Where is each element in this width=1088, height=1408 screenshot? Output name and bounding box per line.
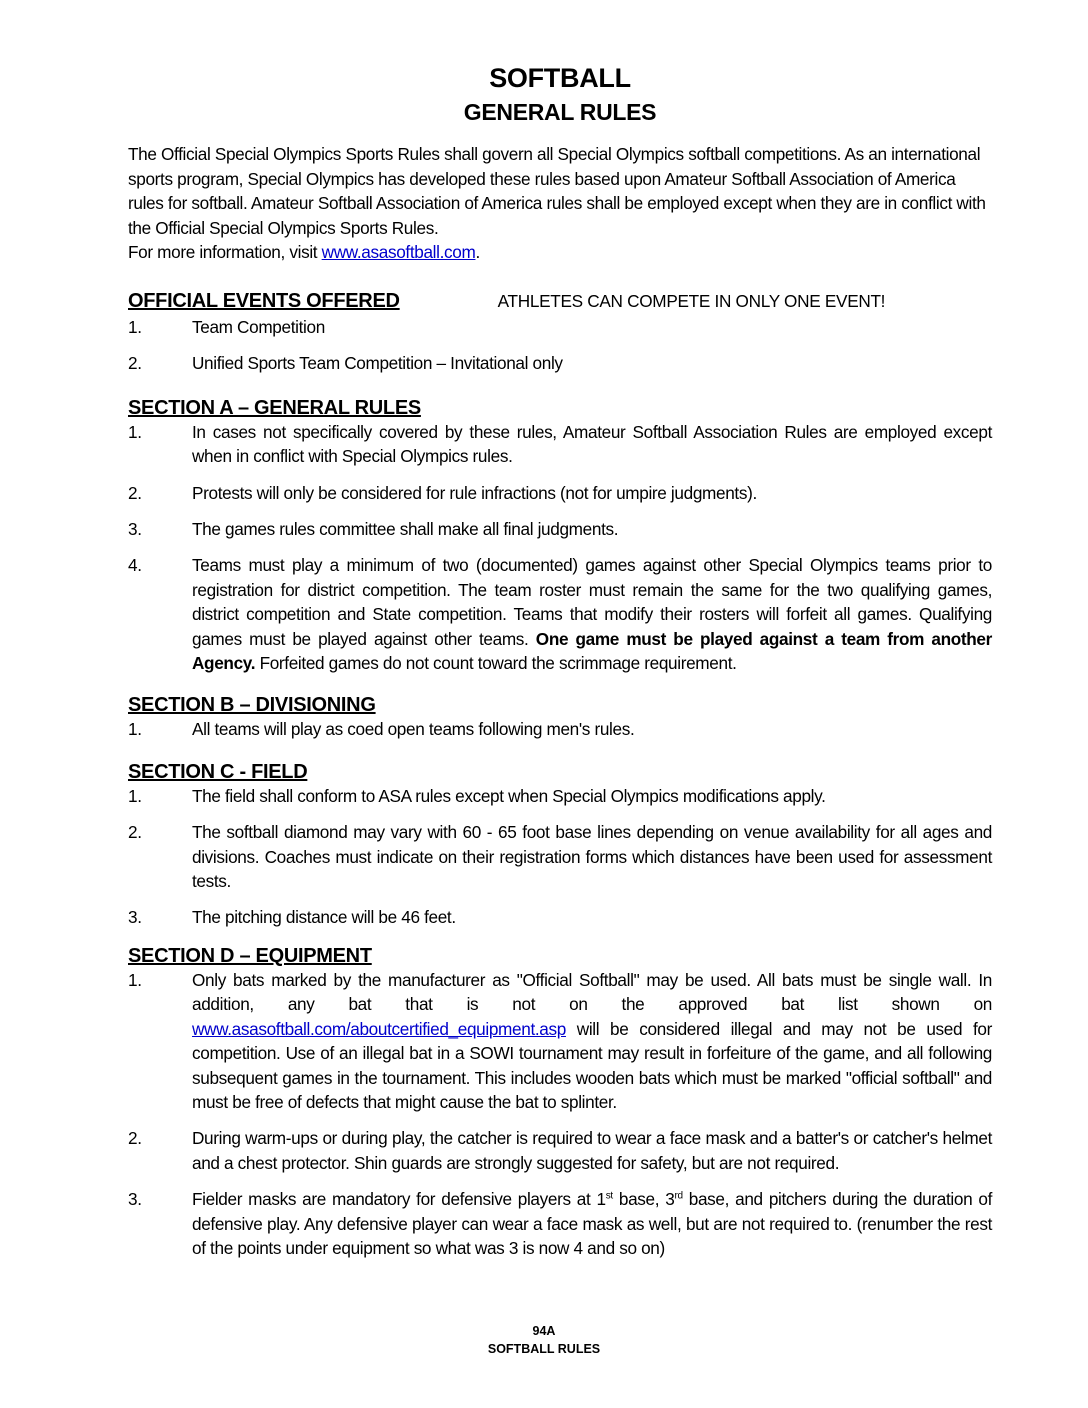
events-list — [128, 315, 992, 376]
page-number: 94A — [532, 1324, 556, 1338]
item-text: All teams will play as coed open teams following men's rules. — [192, 719, 635, 740]
item-text-part: Only bats marked by the manufacturer as "Official Softball" may be used. All bats must be single wall. In addition, any bat that is not on the approved bat list shown on — [192, 969, 992, 1015]
item-number: 2. — [128, 482, 142, 503]
list-item — [128, 517, 992, 541]
footer-label: SOFTBALL RULES — [487, 1342, 601, 1356]
item-text: During warm-ups or during play, the catcher is required to wear a face mask and a batter's or catcher's helmet and a chest protector. Shin guards are strongly suggested for safety, but are not required. — [192, 1128, 992, 1173]
item-text: Unified Sports Team Competition – Invitational only — [192, 353, 563, 374]
item-number: 1. — [128, 969, 142, 990]
item-text: In cases not specifically covered by these rules, Amateur Softball Association Rules are employed except when in conflict with Special Olympics rules. — [192, 421, 992, 467]
document-page — [128, 62, 992, 1260]
list-item — [128, 553, 992, 675]
item-text-part: base, 3 — [612, 1189, 675, 1210]
page-subtitle: GENERAL RULES — [463, 99, 657, 125]
list-item — [128, 968, 992, 1114]
list-item — [128, 717, 992, 741]
item-number: 1. — [128, 316, 142, 337]
events-header-row — [128, 289, 992, 313]
item-number: 3. — [128, 907, 142, 928]
item-text: Team Competition — [192, 316, 325, 337]
item-text: The field shall conform to ASA rules except when Special Olympics modifications apply. — [192, 785, 826, 806]
item-text: The pitching distance will be 46 feet. — [192, 907, 456, 928]
events-note: ATHLETES CAN COMPETE IN ONLY ONE EVENT! — [497, 290, 886, 311]
page-footer — [0, 1322, 1088, 1358]
ordinal-suffix: st — [605, 1190, 613, 1202]
item-number: 3. — [128, 519, 142, 539]
item-number: 1. — [128, 719, 142, 740]
list-item — [128, 351, 992, 375]
section-b — [128, 693, 992, 741]
page-title: SOFTBALL — [489, 63, 631, 93]
list-item — [128, 784, 992, 808]
item-text — [192, 968, 992, 1114]
list-item — [128, 905, 992, 929]
section-a-heading: SECTION A – GENERAL RULES — [128, 396, 421, 419]
intro-text: The Official Special Olympics Sports Rules shall govern all Special Olympics softball competitions. As an international sports program, Special Olympics has developed these rules based upon Amateur Softball Association of America rules for softball. Amateur Softball Association of America rules shall be employed except when they are in conflict with the Official Special Olympics Sports Rules. — [128, 144, 986, 238]
certified-equipment-link[interactable]: www.asasoftball.com/aboutcertified_equipment.asp — [192, 1018, 566, 1039]
item-number: 1. — [128, 785, 142, 806]
item-text-part: Teams must play a minimum of two (documented) games against other Special Olympics teams prior to registration for district competition. The team roster must remain the same for the two qualifying games, district competition and State competition. Teams that modify their rosters will forfeit all games. Qualifying games must be played against other teams. — [192, 555, 992, 649]
list-item — [128, 1126, 992, 1175]
section-b-list — [128, 717, 992, 741]
item-number: 2. — [128, 1128, 142, 1149]
section-c — [128, 760, 992, 930]
item-number: 4. — [128, 555, 142, 576]
item-number: 3. — [128, 1189, 142, 1210]
more-info-prefix: For more information, visit — [128, 242, 322, 263]
section-b-heading: SECTION B – DIVISIONING — [128, 694, 376, 717]
section-c-heading: SECTION C - FIELD — [128, 760, 308, 783]
more-info-suffix: . — [475, 242, 480, 263]
section-d-heading: SECTION D – EQUIPMENT — [128, 944, 372, 967]
section-c-list — [128, 784, 992, 930]
item-number: 2. — [128, 353, 142, 374]
item-text-bold: One game must be played against a team from another Agency. — [192, 628, 992, 674]
item-text-part: Forfeited games do not count toward the scrimmage requirement. — [255, 653, 737, 674]
section-a — [128, 396, 992, 676]
section-d-list — [128, 968, 992, 1260]
asa-website-link[interactable]: www.asasoftball.com — [321, 242, 476, 263]
list-item — [128, 1187, 992, 1260]
item-text-part: will be considered illegal and may not be used for competition. Use of an illegal bat in a SOWI tournament may result in forfeiture of the game, and all following subsequent games in the tournament. This includes wooden bats which must be marked "official softball" and must be free of defects that might cause the bat to splinter. — [192, 1018, 992, 1112]
item-text — [192, 553, 992, 675]
list-item — [128, 420, 992, 469]
intro-paragraph — [128, 142, 992, 265]
item-text-part: base, and pitchers during the duration of defensive play. Any defensive player can wear a face mask as well, but are not required to. (renumber the rest of the points under equipment so what was 3 is now 4 and so on) — [192, 1189, 992, 1258]
item-text — [192, 1187, 992, 1260]
list-item — [128, 481, 992, 505]
item-text: The games rules committee shall make all final judgments. — [192, 519, 619, 539]
item-text: The softball diamond may vary with 60 - 65 foot base lines depending on venue availability for all ages and divisions. Coaches must indicate on their registration forms which distances have been used for assessment tests. — [192, 822, 992, 892]
item-text: Protests will only be considered for rule infractions (not for umpire judgments). — [192, 482, 757, 503]
section-a-list — [128, 420, 992, 676]
item-number: 1. — [128, 421, 142, 442]
item-number: 2. — [128, 822, 142, 843]
section-d — [128, 944, 992, 1260]
item-text-part: Fielder masks are mandatory for defensive players at 1 — [192, 1189, 606, 1210]
ordinal-suffix: rd — [674, 1190, 683, 1202]
list-item — [128, 315, 992, 339]
list-item — [128, 820, 992, 893]
events-heading: OFFICIAL EVENTS OFFERED — [128, 289, 400, 312]
